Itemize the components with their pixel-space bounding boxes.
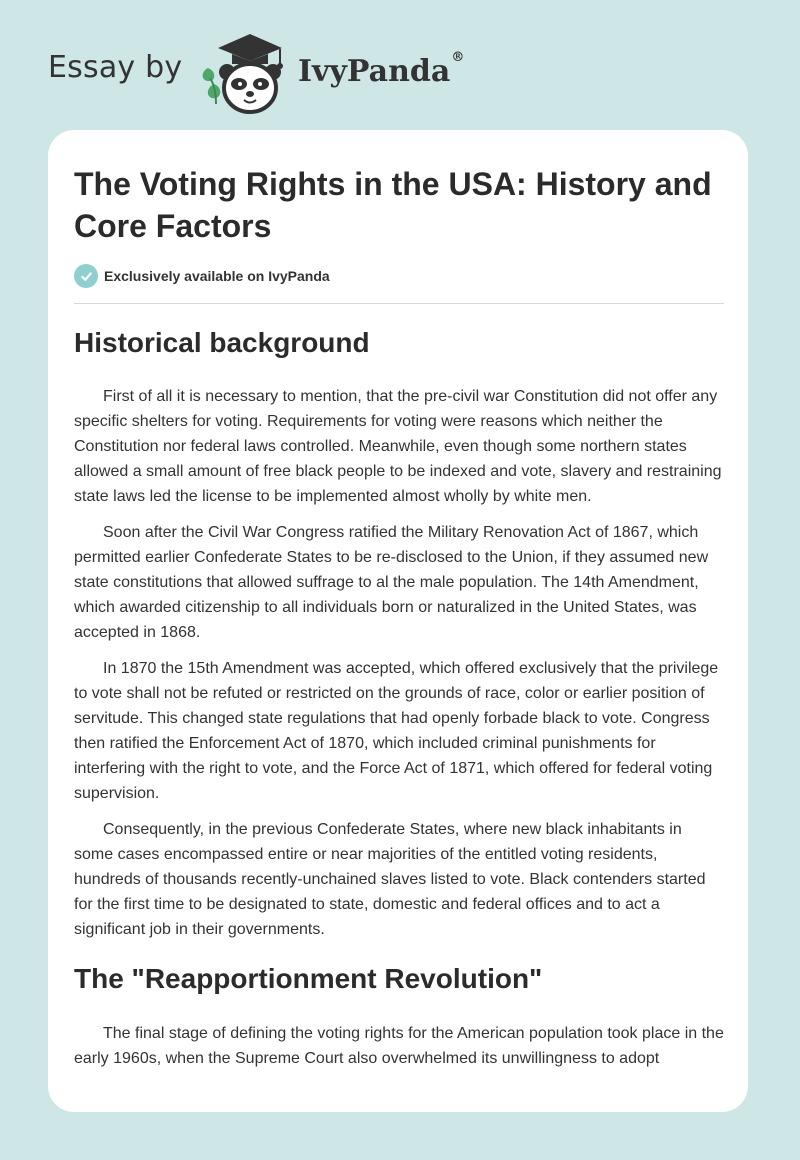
paragraph: First of all it is necessary to mention, that the pre-civil war Constitution did not offer any specific shelters for voting. Requirements for voting were reasons which neither the Constitution nor federal laws controlled. Meanwhile, even though some northern states allowed a small amount of free black people to be indexed and vote, slavery and restraining state laws led the license to be implemented almost wholly by white men. — [74, 388, 722, 505]
registered-mark: ® — [451, 50, 465, 65]
essay-body — [74, 323, 724, 1082]
exclusive-badge — [74, 263, 330, 289]
title-divider — [74, 303, 724, 304]
brand-header — [48, 28, 508, 118]
brand-name — [298, 50, 465, 89]
brand-name-text: IvyPanda — [298, 54, 451, 89]
panda-graduation-cap-icon — [200, 28, 295, 116]
section-heading-reapportionment-revolution: The "Reapportionment Revolution" — [74, 963, 543, 994]
essay-card — [48, 130, 748, 1112]
paragraph: Soon after the Civil War Congress ratified the Military Renovation Act of 1867, which permitted earlier Confederate States to be re-disclosed to the Union, if they assumed new state constitutions that allowed suffrage to al the male population. The 14th Amendment, which awarded citizenship to all individuals born or naturalized in the United States, was accepted in 1868. — [74, 524, 709, 641]
paragraph: In 1870 the 15th Amendment was accepted, which offered exclusively that the privilege to vote shall not be refuted or restricted on the grounds of race, color or earlier position of servitude. This changed state regulations that had openly forbade black to vote. Congress then ratified the Enforcement Act of 1870, which included criminal punishments for interfering with the right to vote, and the Force Act of 1871, which offered for federal voting supervision. — [74, 660, 719, 802]
essay-title: The Voting Rights in the USA: History and Core Factors — [74, 166, 712, 244]
check-icon — [74, 264, 98, 288]
section-heading-historical-background: Historical background — [74, 327, 370, 358]
paragraph: Consequently, in the previous Confederate States, where new black inhabitants in some cases encompassed entire or near majorities of the entitled voting residents, hundreds of thousands recently-unchained slaves listed to vote. Black contenders started for the first time to be designated to state, domestic and federal offices and to act a significant job in their governments. — [74, 821, 706, 938]
brand-prefix: Essay by — [48, 50, 183, 85]
ivy-leaf-icon — [203, 68, 221, 104]
paragraph: The final stage of defining the voting rights for the American population took place in the early 1960s, when the Supreme Court also overwhelmed its unwillingness to adopt — [74, 1025, 724, 1067]
exclusive-badge-label: Exclusively available on IvyPanda — [104, 268, 330, 284]
